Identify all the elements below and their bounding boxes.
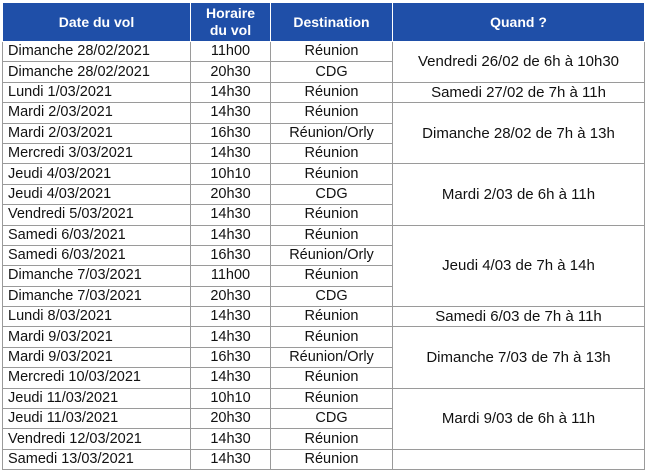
flight-date-cell: Mercredi 10/03/2021 bbox=[3, 368, 191, 388]
flight-time-cell: 14h30 bbox=[191, 368, 271, 388]
when-cell: Samedi 27/02 de 7h à 11h bbox=[393, 82, 645, 102]
when-cell: Mardi 2/03 de 6h à 11h bbox=[393, 164, 645, 225]
table-row bbox=[3, 327, 645, 347]
flight-time-cell: 11h00 bbox=[191, 42, 271, 62]
flight-destination-cell: Réunion bbox=[271, 327, 393, 347]
table-row bbox=[3, 449, 645, 469]
flight-date-cell: Dimanche 7/03/2021 bbox=[3, 286, 191, 306]
flight-time-cell: 14h30 bbox=[191, 429, 271, 449]
flight-date-cell: Mardi 9/03/2021 bbox=[3, 327, 191, 347]
table-row bbox=[3, 225, 645, 245]
flight-destination-cell: Réunion bbox=[271, 449, 393, 469]
flight-date-cell: Dimanche 28/02/2021 bbox=[3, 42, 191, 62]
flight-date-cell: Samedi 13/03/2021 bbox=[3, 449, 191, 469]
flight-destination-cell: Réunion/Orly bbox=[271, 245, 393, 265]
flight-time-cell: 14h30 bbox=[191, 82, 271, 102]
flight-time-cell: 16h30 bbox=[191, 245, 271, 265]
flight-destination-cell: Réunion bbox=[271, 307, 393, 327]
flight-date-cell: Lundi 8/03/2021 bbox=[3, 307, 191, 327]
when-cell: Mardi 9/03 de 6h à 11h bbox=[393, 388, 645, 449]
flight-date-cell: Vendredi 12/03/2021 bbox=[3, 429, 191, 449]
when-cell: Vendredi 26/02 de 6h à 10h30 bbox=[393, 42, 645, 83]
flight-date-cell: Lundi 1/03/2021 bbox=[3, 82, 191, 102]
table-row bbox=[3, 164, 645, 184]
flight-destination-cell: Réunion bbox=[271, 225, 393, 245]
flight-destination-cell: Réunion bbox=[271, 42, 393, 62]
flight-destination-cell: CDG bbox=[271, 409, 393, 429]
flight-destination-cell: CDG bbox=[271, 184, 393, 204]
flight-schedule-table bbox=[2, 2, 645, 470]
header-time bbox=[191, 3, 271, 42]
table-row bbox=[3, 103, 645, 123]
header-date: Date du vol bbox=[3, 3, 191, 42]
flight-date-cell: Vendredi 5/03/2021 bbox=[3, 205, 191, 225]
flight-destination-cell: CDG bbox=[271, 286, 393, 306]
when-cell: Samedi 6/03 de 7h à 11h bbox=[393, 307, 645, 327]
flight-time-cell: 14h30 bbox=[191, 449, 271, 469]
flight-date-cell: Jeudi 11/03/2021 bbox=[3, 409, 191, 429]
flight-date-cell: Mardi 2/03/2021 bbox=[3, 103, 191, 123]
flight-destination-cell: Réunion bbox=[271, 266, 393, 286]
flight-date-cell: Mercredi 3/03/2021 bbox=[3, 143, 191, 163]
table-row bbox=[3, 388, 645, 408]
header-destination: Destination bbox=[271, 3, 393, 42]
flight-destination-cell: Réunion/Orly bbox=[271, 347, 393, 367]
flight-destination-cell: Réunion bbox=[271, 143, 393, 163]
flight-date-cell: Dimanche 28/02/2021 bbox=[3, 62, 191, 82]
flight-date-cell: Samedi 6/03/2021 bbox=[3, 225, 191, 245]
flight-destination-cell: Réunion bbox=[271, 164, 393, 184]
header-row bbox=[3, 3, 645, 42]
table-row bbox=[3, 42, 645, 62]
table-row bbox=[3, 307, 645, 327]
when-cell: Dimanche 7/03 de 7h à 13h bbox=[393, 327, 645, 388]
table-row bbox=[3, 82, 645, 102]
flight-time-cell: 14h30 bbox=[191, 225, 271, 245]
header-time-line2: du vol bbox=[209, 22, 252, 38]
table-body bbox=[3, 42, 645, 470]
flight-time-cell: 20h30 bbox=[191, 184, 271, 204]
flight-time-cell: 14h30 bbox=[191, 307, 271, 327]
flight-destination-cell: Réunion/Orly bbox=[271, 123, 393, 143]
flight-date-cell: Jeudi 11/03/2021 bbox=[3, 388, 191, 408]
table-header bbox=[3, 3, 645, 42]
flight-destination-cell: CDG bbox=[271, 62, 393, 82]
flight-time-cell: 14h30 bbox=[191, 143, 271, 163]
flight-destination-cell: Réunion bbox=[271, 82, 393, 102]
flight-time-cell: 20h30 bbox=[191, 409, 271, 429]
flight-destination-cell: Réunion bbox=[271, 205, 393, 225]
flight-destination-cell: Réunion bbox=[271, 429, 393, 449]
flight-date-cell: Mardi 2/03/2021 bbox=[3, 123, 191, 143]
flight-date-cell: Samedi 6/03/2021 bbox=[3, 245, 191, 265]
flight-time-cell: 16h30 bbox=[191, 347, 271, 367]
flight-time-cell: 10h10 bbox=[191, 164, 271, 184]
flight-destination-cell: Réunion bbox=[271, 103, 393, 123]
flight-time-cell: 14h30 bbox=[191, 205, 271, 225]
flight-date-cell: Jeudi 4/03/2021 bbox=[3, 184, 191, 204]
header-time-line1: Horaire bbox=[205, 5, 256, 21]
flight-time-cell: 14h30 bbox=[191, 103, 271, 123]
flight-time-cell: 16h30 bbox=[191, 123, 271, 143]
flight-time-cell: 11h00 bbox=[191, 266, 271, 286]
when-cell: Dimanche 28/02 de 7h à 13h bbox=[393, 103, 645, 164]
flight-time-cell: 10h10 bbox=[191, 388, 271, 408]
flight-time-cell: 14h30 bbox=[191, 327, 271, 347]
when-cell: Jeudi 4/03 de 7h à 14h bbox=[393, 225, 645, 307]
header-when: Quand ? bbox=[393, 3, 645, 42]
when-cell bbox=[393, 449, 645, 469]
flight-destination-cell: Réunion bbox=[271, 368, 393, 388]
flight-date-cell: Mardi 9/03/2021 bbox=[3, 347, 191, 367]
flight-destination-cell: Réunion bbox=[271, 388, 393, 408]
flight-time-cell: 20h30 bbox=[191, 286, 271, 306]
flight-date-cell: Jeudi 4/03/2021 bbox=[3, 164, 191, 184]
flight-date-cell: Dimanche 7/03/2021 bbox=[3, 266, 191, 286]
flight-time-cell: 20h30 bbox=[191, 62, 271, 82]
